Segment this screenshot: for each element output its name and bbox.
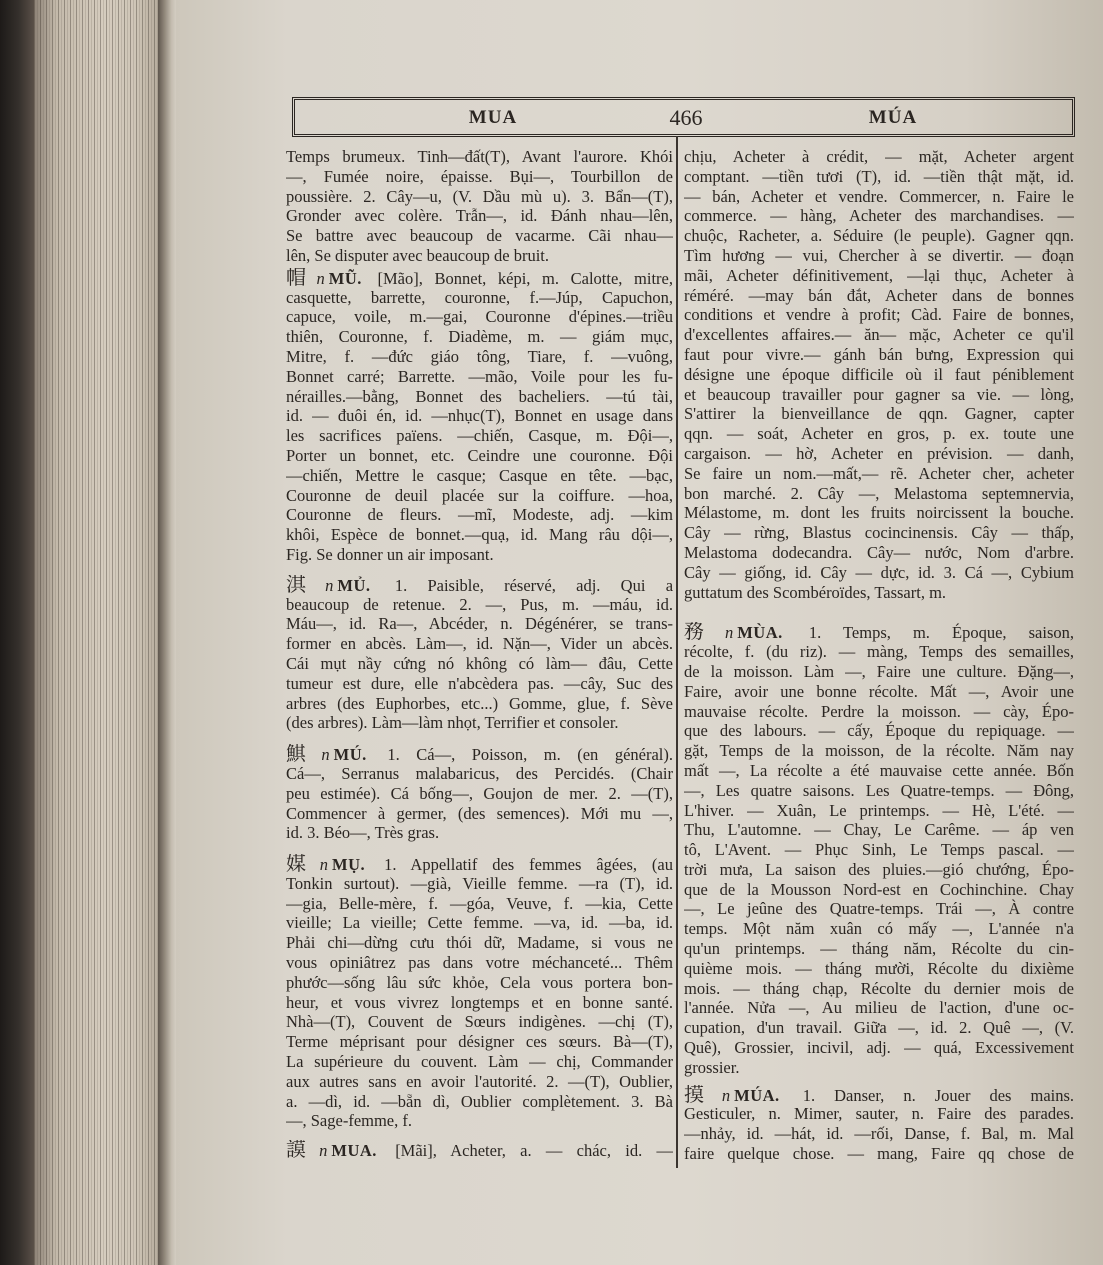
text-line: Cây — giống, id. Cây — dực, id. 3. Cá —, Cybium bbox=[684, 562, 1074, 582]
text-line: Couronne de deuil placée sur la coiffure. —hoa, bbox=[286, 485, 673, 505]
text-line: guttatum des Scombéroïdes, Tassart, m. bbox=[684, 582, 947, 602]
text-line: Phải chi—dừng cưu thói dữ, Madame, si vous ne bbox=[286, 933, 673, 953]
text-line: désigne une époque difficile où il faut péniblement bbox=[684, 364, 1074, 384]
entry-first-line bbox=[286, 268, 673, 288]
text-line: Porter un bonnet, etc. Ceindre une couronne. Đội bbox=[286, 445, 673, 465]
entry-first-line bbox=[684, 1085, 1074, 1105]
dictionary-entry bbox=[286, 268, 673, 565]
text-line: Quê), Grossier, incivil, adj. — quá, Excessivement bbox=[684, 1038, 1074, 1058]
left-column bbox=[286, 147, 673, 1160]
text-line: conditions et vendre à profit; Càd. Faire de bonnes, bbox=[684, 305, 1074, 325]
text-line: mauvaise récolte. Perdre la moisson. — cày, Épo- bbox=[684, 701, 1074, 721]
entry-part-of-speech: n bbox=[319, 855, 329, 874]
text-line: —, Les quatre saisons. Les Quatre-temps. — Đông, bbox=[684, 780, 1074, 800]
entry-hanzi: 謨 bbox=[286, 1140, 317, 1161]
text-line: Se battre avec beaucoup de vacarme. Cãi nhau— bbox=[286, 226, 673, 246]
text-line: Nhà—(T), Couvent de Sœurs indigènes. —chị (T), bbox=[286, 1012, 673, 1032]
entry-headword: MUA. bbox=[331, 1141, 377, 1161]
entry-part-of-speech: n bbox=[325, 575, 334, 595]
text-line: Gesticuler, n. Mimer, sauter, n. Faire des parades. bbox=[684, 1104, 1074, 1124]
text-line: id. — đuôi én, id. —nhục(T), Bonnet en usage dans bbox=[286, 406, 673, 426]
text-line: Tìm hương — vui, Chercher à se divertir. — đoạn bbox=[684, 245, 1074, 265]
text-line: — bán, Acheter et vendre. Commercer, n. Faire le bbox=[684, 186, 1074, 206]
entry-first-line bbox=[286, 575, 673, 595]
text-line: mãi, Acheter définitivement, —lại thục, Acheter à bbox=[684, 265, 1074, 285]
text-line: id. 3. Béo—, Très gras. bbox=[286, 823, 440, 843]
text-line: chuộc, Racheter, a. Séduire (le peuple). Gagner qqn. bbox=[684, 226, 1074, 246]
entry-hanzi: 帽 bbox=[286, 267, 314, 288]
continued-entry bbox=[684, 147, 1074, 602]
text-line: bon marché. 2. Cây —, Melastoma septemnervia, bbox=[684, 483, 1074, 503]
text-line: Mélastome, m. dont les fruits noircissent la bouche. bbox=[684, 503, 1074, 523]
text-line: faut pour vivre.— gánh bán bưng, Expression qui bbox=[684, 344, 1074, 364]
text-line: beaucoup de retenue. 2. —, Pus, m. —máu, id. bbox=[286, 594, 673, 614]
entry-first-line-text: 1. Paisible, réservé, adj. Qui a bbox=[394, 575, 673, 595]
page-number: 466 bbox=[669, 105, 703, 130]
text-line: faire quelque chose. — mang, Faire qq chose de bbox=[684, 1144, 1074, 1164]
text-line: qu'un printemps. — tháng năm, Récolte du cin- bbox=[684, 939, 1074, 959]
text-line: —, Sage-femme, f. bbox=[286, 1111, 412, 1131]
dictionary-entry bbox=[286, 575, 673, 733]
dictionary-entry bbox=[286, 744, 673, 843]
entry-part-of-speech: n bbox=[316, 268, 325, 288]
entry-hanzi: 鯕 bbox=[286, 744, 319, 764]
dictionary-entry bbox=[684, 1085, 1074, 1164]
text-line: les sacrifices païens. —chiến, Casque, m. Đội—, bbox=[286, 426, 673, 446]
entry-headword: MŨ. bbox=[328, 268, 362, 288]
entry-first-line bbox=[684, 622, 1074, 642]
text-line: Gronder avec colère. Trẫn—, id. Đánh nhau—lên, bbox=[286, 206, 673, 226]
continued-entry bbox=[286, 147, 673, 266]
text-line: chịu, Acheter à crédit, — mặt, Acheter argent bbox=[684, 147, 1074, 166]
entry-first-line-text: 1. Temps, m. Époque, saison, bbox=[808, 623, 1074, 643]
dictionary-entry bbox=[286, 854, 673, 1131]
text-line: Commencer à germer, (des semences). Mới mu —, bbox=[286, 803, 673, 823]
text-line: Cái mụt nầy cứng nó không có làm— đâu, Cette bbox=[286, 653, 673, 673]
entry-hanzi: 媒 bbox=[286, 854, 317, 874]
text-line: (des arbres). Làm—làm nhọt, Terrifier et consoler. bbox=[286, 713, 619, 733]
text-line: de la moisson. Làm —, Faire une culture. Đặng—, bbox=[684, 661, 1074, 681]
entry-first-line-text: 1. Appellatif des femmes âgées, (au bbox=[384, 855, 673, 874]
text-line: arbres (des Euphorbes, etc...) Gomme, glue, f. Sève bbox=[286, 693, 673, 713]
entry-first-line-text: 1. Cá—, Poisson, m. (en général). bbox=[387, 745, 673, 764]
dictionary-entry bbox=[684, 622, 1074, 1077]
text-line: Tonkin surtout). —già, Vieille femme. —ra (T), id. bbox=[286, 873, 673, 893]
entry-first-line-text: [Mãi], Acheter, a. — chác, id. — bbox=[395, 1141, 673, 1161]
entry-headword: MÚA. bbox=[734, 1085, 780, 1105]
text-line: Cây — rừng, Blastus cocincinensis. Cây — thấp, bbox=[684, 523, 1074, 543]
page-fold-shadow bbox=[158, 0, 176, 1265]
book-spine bbox=[0, 0, 34, 1265]
text-line: Thu, L'automne. — Chay, Le Carême. — áp ven bbox=[684, 820, 1074, 840]
text-line: tô, L'Avent. — Phục Sinh, Le Temps pascal. — bbox=[684, 840, 1074, 860]
text-line: peu estimée). Cá bống—, Goujon de mer. 2. —(T), bbox=[286, 783, 673, 803]
text-line: et beaucoup travailler pour gagner sa vie. — lòng, bbox=[684, 384, 1074, 404]
text-line: vous opiniâtrez pas dans votre méchanceté... Thêm bbox=[286, 953, 673, 973]
text-line: Cá—, Serranus malabaricus, des Percidés. (Chair bbox=[286, 763, 673, 783]
text-line: l'année. Nửa —, Au milieu de l'action, d'une oc- bbox=[684, 998, 1074, 1018]
entry-hanzi: 務 bbox=[684, 622, 722, 643]
entry-part-of-speech: n bbox=[721, 1085, 731, 1105]
text-line: vieille; La vieille; Cette femme. —va, id. —ba, id. bbox=[286, 913, 673, 933]
text-line: tumeur est dure, elle n'abcèdera pas. —cây, Suc des bbox=[286, 673, 673, 693]
text-line: Se faire un nom.—mất,— rẽ. Acheter cher, acheter bbox=[684, 463, 1074, 483]
text-line: grossier. bbox=[684, 1057, 740, 1077]
text-line: quième mois. — tháng mười, Récolte du dixième bbox=[684, 958, 1074, 978]
text-line: Melastoma dodecandra. Cây— nước, Nom d'arbre. bbox=[684, 542, 1074, 562]
text-line: nérailles.—bằng, Bonnet des bacheliers. —tú tài, bbox=[286, 386, 673, 406]
text-line: —, Fumée noire, épaisse. Bụi—, Tourbillon de bbox=[286, 166, 673, 186]
entry-part-of-speech: n bbox=[724, 623, 734, 643]
entry-hanzi: 摸 bbox=[684, 1084, 719, 1105]
entry-first-line bbox=[286, 1140, 673, 1160]
text-line: —, Le jeûne des Quatre-temps. Trái —, À contre bbox=[684, 899, 1074, 919]
guide-word-left: MUA bbox=[468, 107, 518, 128]
text-line: Faire, avoir une bonne récolte. Mất —, Avoir une bbox=[684, 681, 1074, 701]
entry-headword: MỤ. bbox=[332, 855, 366, 874]
text-line: mất —, La récolte a été mauvaise cette année. Bốn bbox=[684, 760, 1074, 780]
text-line: phước—sống lâu sức khỏe, Cela vous portera bon- bbox=[286, 972, 673, 992]
text-line: gặt, Temps de la moisson, de la récolte. Năm nay bbox=[684, 741, 1074, 761]
right-column bbox=[684, 147, 1074, 1164]
text-line: poussière. 2. Cây—u, (V. Dầu mù u). 3. Bẩn—(T), bbox=[286, 186, 673, 206]
text-line: capuce, voile, m.—gai, Couronne d'épines.—triều bbox=[286, 307, 673, 327]
text-line: Máu—, id. Ra—, Abcéder, n. Dégénérer, se trans- bbox=[286, 614, 673, 634]
entry-first-line bbox=[286, 744, 673, 764]
text-line: temps. Một năm xuân có mấy —, L'année n'a bbox=[684, 919, 1074, 939]
text-line: Bonnet carré; Barrette. —mão, Voile pour les fu- bbox=[286, 366, 673, 386]
text-line: que de la Mousson Nord-est en Cochinchine. Chay bbox=[684, 879, 1074, 899]
text-line: réméré. —may bán đắt, Acheter dans de bonnes bbox=[684, 285, 1074, 305]
guide-word-right: MÚA bbox=[868, 107, 918, 128]
text-line: heur, et vous vivrez longtemps et en bonne santé. bbox=[286, 992, 673, 1012]
text-line: comptant. —tiền tươi (T), id. —tiền thật mặt, id. bbox=[684, 166, 1074, 186]
text-line: commerce. — hàng, Acheter des marchandises. — bbox=[684, 206, 1074, 226]
text-line: —nhảy, id. —hát, id. —rối, Danse, f. Bal, m. Mal bbox=[684, 1124, 1074, 1144]
text-line: lên, Se disputer avec beaucoup de bruit. bbox=[286, 245, 549, 265]
column-divider bbox=[676, 136, 678, 1168]
text-line: que des labours. — cấy, Époque du repiquage. — bbox=[684, 721, 1074, 741]
page-edges bbox=[34, 0, 160, 1265]
text-line: Fig. Se donner un air imposant. bbox=[286, 544, 494, 564]
entry-part-of-speech: n bbox=[319, 1141, 328, 1161]
text-line: La supérieure du couvent. Làm — chị, Commander bbox=[286, 1052, 673, 1072]
text-line: Mitre, f. —đức giáo tông, Tiare, f. —vuông, bbox=[286, 346, 673, 366]
entry-headword: MỦ. bbox=[337, 575, 371, 595]
entry-part-of-speech: n bbox=[321, 745, 330, 764]
text-line: Temps brumeux. Tinh—đất(T), Avant l'aurore. Khói bbox=[286, 147, 673, 166]
entry-headword: MÙA. bbox=[737, 623, 783, 643]
text-line: L'hiver. — Xuân, Le printemps. — Hè, L'été. — bbox=[684, 800, 1074, 820]
text-line: a. —dì, id. —bẵn dì, Oublier complètement. 3. Bà bbox=[286, 1091, 673, 1111]
entry-headword: MÚ. bbox=[333, 745, 367, 764]
text-line: khôi, Espèce de bonnet.—quạ, id. Mang râu dội—, bbox=[286, 525, 673, 545]
text-line: qqn. — soát, Acheter en gros, p. ex. toute une bbox=[684, 424, 1074, 444]
entry-first-line-text: [Mão], Bonnet, képi, m. Calotte, mitre, bbox=[377, 268, 673, 288]
text-line: —chiến, Mettre le casque; Casque en tête. —bạc, bbox=[286, 465, 673, 485]
text-line: thiên, Couronne, f. Diadème, m. — giám mục, bbox=[286, 327, 673, 347]
text-line: cupation, d'un travail. Giữa —, id. 2. Quê —, (V. bbox=[684, 1018, 1074, 1038]
text-line: former en abcès. Làm—, id. Nặn—, Vider un abcès. bbox=[286, 634, 673, 654]
text-line: —gia, Belle-mère, f. —góa, Veuve, f. —kia, Cette bbox=[286, 893, 673, 913]
text-line: Terme méprisant pour désigner ces sœurs. Bà—(T), bbox=[286, 1032, 673, 1052]
dictionary-entry bbox=[286, 1140, 673, 1160]
text-line: Couronne de fleurs. —mĩ, Modeste, adj. —kim bbox=[286, 505, 673, 525]
entry-first-line-text: 1. Danser, n. Jouer des mains. bbox=[802, 1085, 1074, 1105]
entry-first-line bbox=[286, 854, 673, 874]
text-line: d'excellentes affaires.— ăn— mặc, Acheter ce qu'il bbox=[684, 325, 1074, 345]
entry-hanzi: 淇 bbox=[286, 574, 323, 595]
text-line: aux autres sans en avoir l'autorité. 2. —(T), Oublier, bbox=[286, 1071, 673, 1091]
text-line: mois. — tháng chạp, Récolte du dernier mois de bbox=[684, 978, 1074, 998]
text-line: casquette, barrette, couronne, f.—Júp, Capuchon, bbox=[286, 287, 673, 307]
text-line: récolte, f. (du riz). — màng, Temps des semailles, bbox=[684, 642, 1074, 662]
text-line: trời mưa, La saison des pluies.—gió chướng, Épo- bbox=[684, 859, 1074, 879]
text-line: S'attirer la bienveillance de qqn. Gagner, capter bbox=[684, 404, 1074, 424]
text-line: cargaison. — hờ, Acheter en prévision. — danh, bbox=[684, 443, 1074, 463]
